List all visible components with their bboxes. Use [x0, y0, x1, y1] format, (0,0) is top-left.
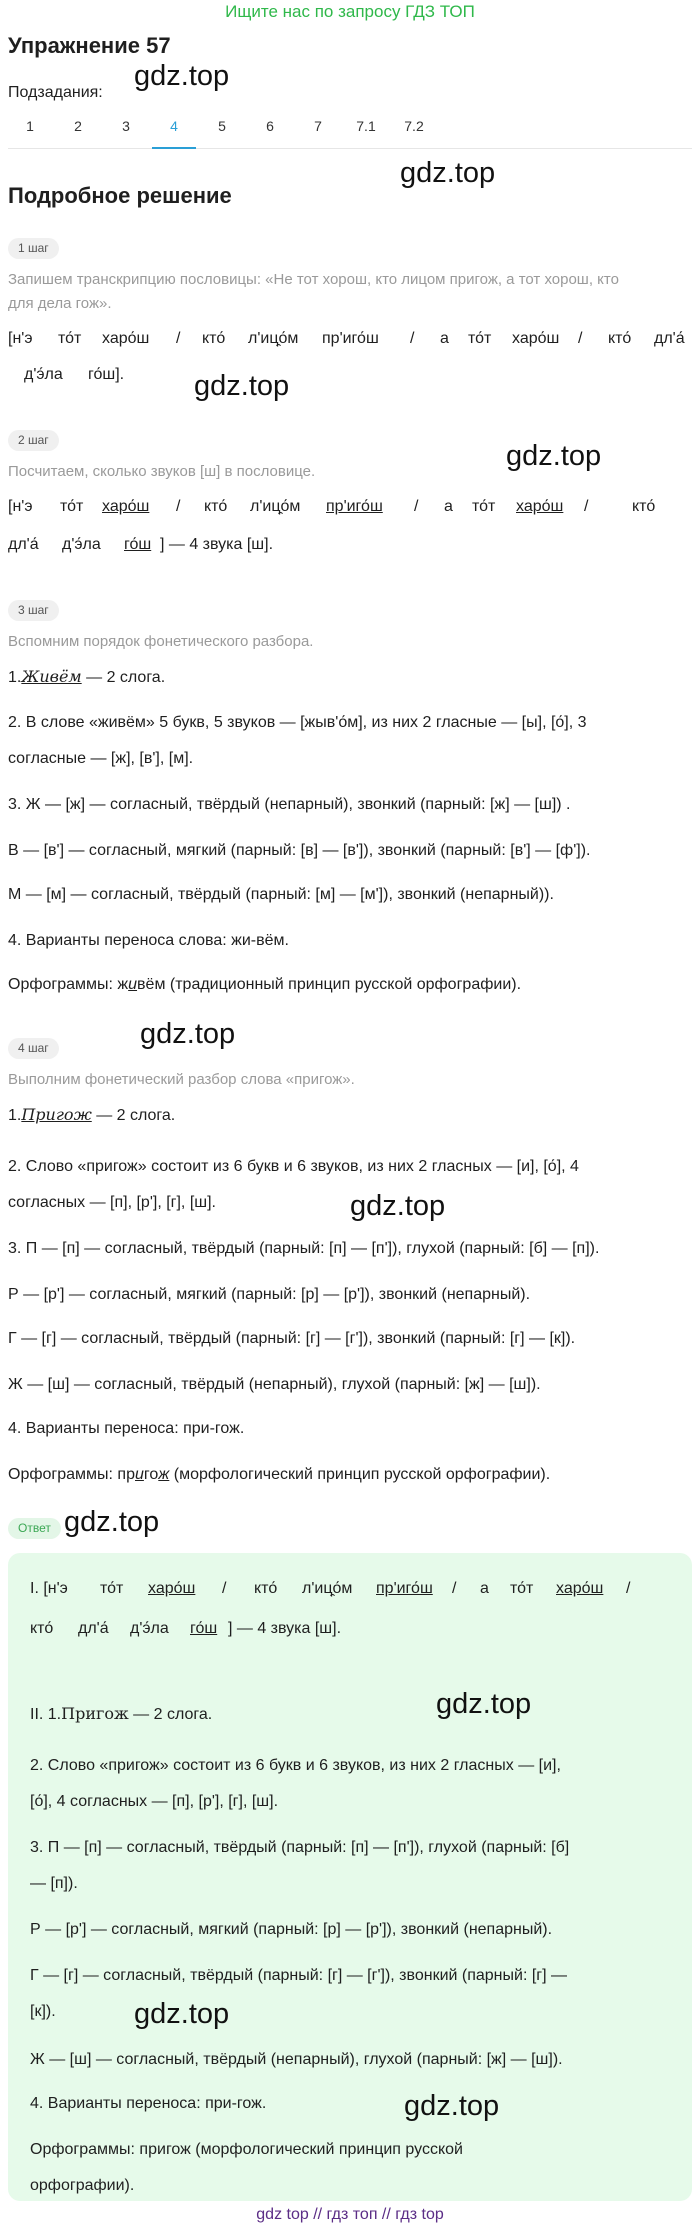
transcription-token: дл'а́	[654, 330, 685, 347]
orthogram-line: Орфограммы: пригож (морфологический принцип русской	[30, 2141, 463, 2158]
transcription-token: го́ш	[124, 536, 152, 553]
page-title: Упражнение 57	[8, 33, 171, 58]
tab-7[interactable]: 7	[314, 118, 322, 134]
tab-5[interactable]: 5	[218, 118, 226, 134]
analysis-line: 2. В слове «живём» 5 букв, 5 звуков — [жыв'о́м], из них 2 гласные — [ы], [о́], 3	[8, 714, 587, 731]
transcription-token: кто́	[632, 498, 656, 515]
orthogram-line: Орфограммы: пригож (морфологический принцип русской орфографии).	[8, 1466, 551, 1483]
search-banner: Ищите нас по запросу ГДЗ ТОП	[225, 2, 475, 21]
transcription-token: харо́ш	[516, 498, 564, 515]
analysis-line: В — [в'] — согласный, мягкий (парный: [в] — [в']), звонкий (парный: [в'] — [ф']).	[8, 842, 591, 859]
transcription-token: харо́ш	[512, 330, 560, 347]
transcription-token: то́т	[60, 498, 84, 515]
answer-line: орфографии).	[30, 2177, 135, 2194]
transcription-token: [н'э	[8, 498, 33, 515]
transcription-token: дл'а́	[8, 536, 39, 553]
transcription-token: го́ш	[190, 1620, 218, 1637]
transcription-token: то́т	[100, 1580, 124, 1597]
transcription-token: кто́	[204, 498, 228, 515]
analysis-line: 3. П — [п] — согласный, твёрдый (парный: [п] — [п']), глухой (парный: [б] — [п]).	[8, 1240, 600, 1257]
footer-links[interactable]: gdz top // гдз топ // гдз top	[256, 2206, 444, 2223]
transcription-token: /	[578, 330, 583, 347]
transcription-token: д'э́ла	[130, 1620, 169, 1637]
transcription-token: /	[410, 330, 415, 347]
step-hint: для дела гож».	[8, 295, 112, 312]
transcription-token: то́т	[510, 1580, 534, 1597]
analysis-line: Г — [г] — согласный, твёрдый (парный: [г] — [г']), звонкий (парный: [г] — [к]).	[8, 1330, 576, 1347]
step-badge: 1 шаг	[8, 238, 59, 259]
watermark: gdz.top	[194, 370, 290, 402]
tab-3[interactable]: 3	[122, 118, 130, 134]
analysis-line: согласные — [ж], [в'], [м].	[8, 750, 194, 767]
answer-line: [о́], 4 согласных — [п], [р'], [г], [ш].	[30, 1793, 279, 1810]
answer-badge: Ответ	[8, 1518, 61, 1539]
transcription-token: л'иц̯о́м	[248, 330, 299, 347]
watermark: gdz.top	[436, 1688, 532, 1720]
transcription-token: пр'иго́ш	[376, 1580, 433, 1597]
transcription-token: /	[584, 498, 589, 515]
step-hint: Вспомним порядок фонетического разбора.	[8, 633, 314, 650]
transcription-token: то́т	[468, 330, 492, 347]
watermark: gdz.top	[134, 60, 230, 92]
transcription-token: д'э́ла	[24, 366, 63, 383]
step-badge: 2 шаг	[8, 430, 59, 451]
analysis-line: М — [м] — согласный, твёрдый (парный: [м] — [м']), звонкий (непарный)).	[8, 886, 554, 903]
transcription-token: харо́ш	[102, 498, 150, 515]
step-badge: 4 шаг	[8, 1038, 59, 1059]
subtask-tabs	[8, 114, 692, 149]
analysis-line: Р — [р'] — согласный, мягкий (парный: [р] — [р']), звонкий (непарный).	[8, 1286, 531, 1303]
transcription-token: л'иц̯о́м	[250, 498, 301, 515]
answer-line: — [п]).	[30, 1875, 78, 1892]
transcription-token: а	[444, 498, 453, 515]
step-hint: Посчитаем, сколько звуков [ш] в пословице.	[8, 463, 316, 480]
transcription-token: /	[452, 1580, 457, 1597]
step-badge: 3 шаг	[8, 600, 59, 621]
analysis-line: 1.Живём — 2 слога.	[8, 667, 166, 686]
answer-line: Р — [р'] — согласный, мягкий (парный: [р] — [р']), звонкий (непарный).	[30, 1921, 553, 1938]
transcription-token: дл'а́	[78, 1620, 109, 1637]
orthogram-line: Орфограммы: живём (традиционный принцип русской орфографии).	[8, 976, 522, 993]
watermark: gdz.top	[140, 1018, 236, 1050]
analysis-line: согласных — [п], [р'], [г], [ш].	[8, 1194, 216, 1211]
answer-line: 2. Слово «пригож» состоит из 6 букв и 6 звуков, из них 2 гласных — [и],	[30, 1757, 561, 1774]
answer-line: [к]).	[30, 2003, 56, 2020]
analysis-line: 3. Ж — [ж] — согласный, твёрдый (непарный), звонкий (парный: [ж] — [ш]) .	[8, 796, 571, 813]
transcription-token: /	[176, 330, 181, 347]
watermark: gdz.top	[64, 1506, 160, 1538]
answer-line: II. 1.Пригож — 2 слога.	[30, 1704, 213, 1723]
step-hint: Выполним фонетический разбор слова «пригож».	[8, 1071, 355, 1088]
answer-line: Г — [г] — согласный, твёрдый (парный: [г] — [г']), звонкий (парный: [г] —	[30, 1967, 568, 1984]
transcription-token: харо́ш	[102, 330, 150, 347]
analysis-line: 4. Варианты переноса слова: жи-вём.	[8, 932, 289, 949]
analysis-line: 2. Слово «пригож» состоит из 6 букв и 6 звуков, из них 2 гласных — [и], [о́], 4	[8, 1158, 579, 1175]
watermark: gdz.top	[404, 2090, 500, 2122]
transcription-token: то́т	[472, 498, 496, 515]
transcription-token: /	[414, 498, 419, 515]
watermark: gdz.top	[134, 1998, 230, 2030]
transcription-token: /	[222, 1580, 227, 1597]
watermark: gdz.top	[506, 440, 602, 472]
transcription-token: кто́	[608, 330, 632, 347]
tab-7-2[interactable]: 7.2	[404, 118, 424, 134]
tab-7-1[interactable]: 7.1	[356, 118, 376, 134]
step-hint: Запишем транскрипцию пословицы: «Не тот хорош, кто лицом пригож, а тот хорош, кто	[8, 271, 619, 288]
transcription-token: пр'иго́ш	[322, 330, 379, 347]
answer-line: Ж — [ш] — согласный, твёрдый (непарный), глухой (парный: [ж] — [ш]).	[30, 2051, 563, 2068]
transcription-token: д'э́ла	[62, 536, 101, 553]
transcription-token: харо́ш	[148, 1580, 196, 1597]
transcription-token: кто́	[254, 1580, 278, 1597]
transcription-token: а	[440, 330, 449, 347]
analysis-line: 4. Варианты переноса: при-гож.	[8, 1420, 245, 1437]
solution-title: Подробное решение	[8, 183, 232, 208]
answer-line: 4. Варианты переноса: при-гож.	[30, 2095, 267, 2112]
transcription-token: л'иц̯о́м	[302, 1580, 353, 1597]
transcription-token: /	[176, 498, 181, 515]
watermark: gdz.top	[350, 1190, 446, 1222]
tab-4[interactable]: 4	[152, 114, 196, 149]
tab-2[interactable]: 2	[74, 118, 82, 134]
analysis-line: Ж — [ш] — согласный, твёрдый (непарный), глухой (парный: [ж] — [ш]).	[8, 1376, 541, 1393]
answer-line: 3. П — [п] — согласный, твёрдый (парный: [п] — [п']), глухой (парный: [б]	[30, 1839, 570, 1856]
transcription-token: то́т	[58, 330, 82, 347]
transcription-token: пр'иго́ш	[326, 498, 383, 515]
tab-1[interactable]: 1	[26, 118, 34, 134]
analysis-line: 1.Пригож — 2 слога.	[8, 1105, 176, 1124]
transcription-token: харо́ш	[556, 1580, 604, 1597]
subtasks-label: Подзадания:	[8, 84, 103, 101]
transcription-token: а	[480, 1580, 489, 1597]
transcription-token: [н'э	[8, 330, 33, 347]
tab-6[interactable]: 6	[266, 118, 274, 134]
watermark: gdz.top	[400, 157, 496, 189]
transcription-token: /	[626, 1580, 631, 1597]
transcription-result: ] — 4 звука [ш].	[160, 536, 274, 553]
transcription-token: го́ш].	[88, 366, 125, 383]
transcription-token: кто́	[202, 330, 226, 347]
transcription-token: I. [н'э	[30, 1580, 68, 1597]
transcription-token: кто́	[30, 1620, 54, 1637]
transcription-result: ] — 4 звука [ш].	[228, 1620, 342, 1637]
